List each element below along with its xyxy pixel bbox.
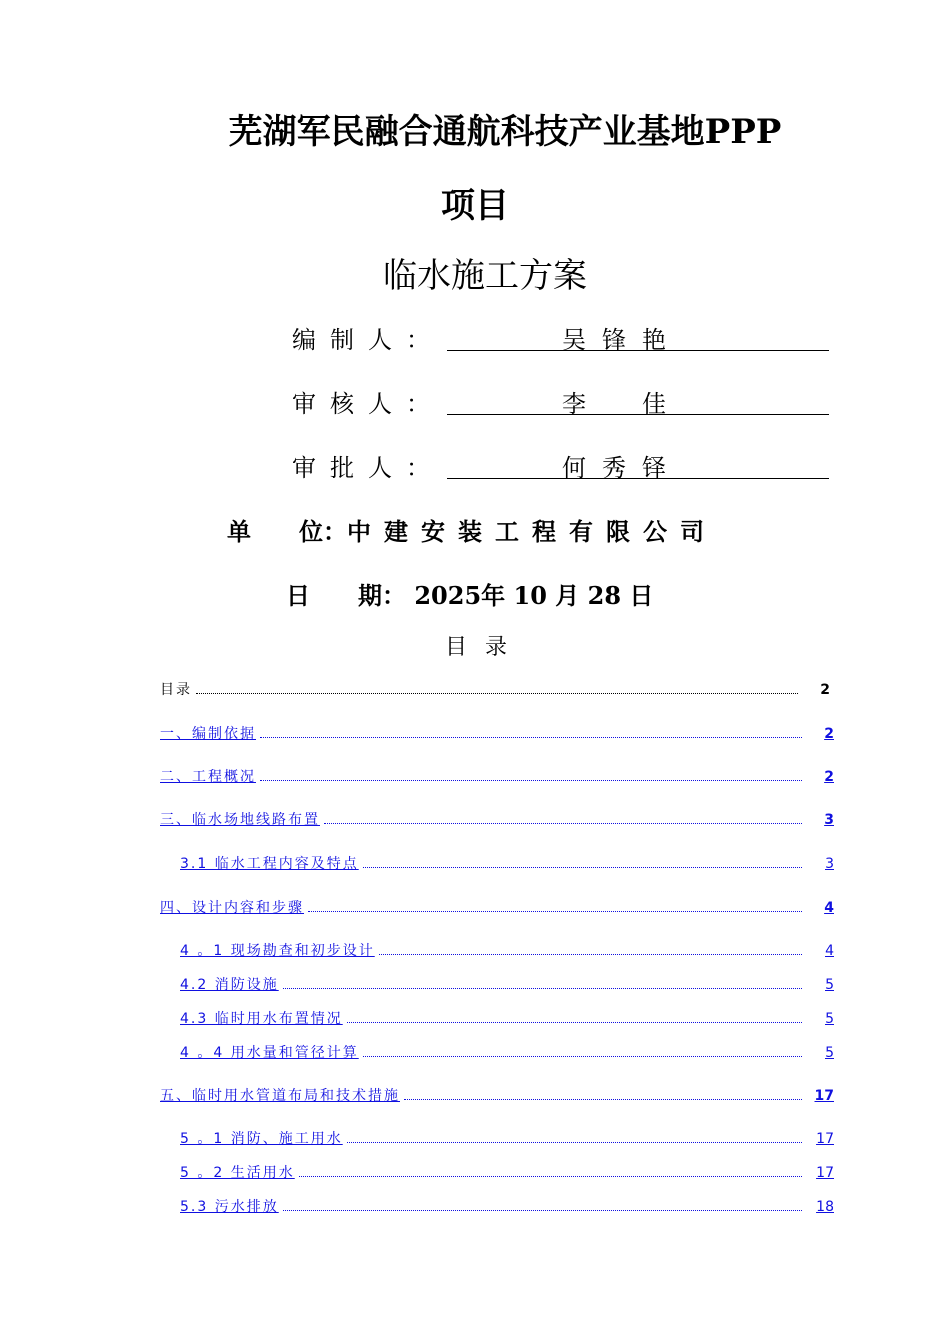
compiler-value: 吴锋艳 bbox=[562, 326, 682, 354]
document-title-line1: 芜湖军民融合通航科技产业基地PPP bbox=[228, 112, 782, 152]
toc-leader bbox=[299, 1176, 802, 1177]
toc-item-basis[interactable] bbox=[160, 723, 844, 743]
toc-item-page: 17 bbox=[814, 1088, 834, 1104]
toc-item-text: 4 。4 用水量和管径计算 bbox=[180, 1045, 359, 1061]
date-value: 2025年 10 月 28 日 bbox=[414, 581, 654, 610]
unit-value: 中建安装工程有限公司 bbox=[347, 518, 717, 546]
toc-item-text: 3.1 临水工程内容及特点 bbox=[180, 856, 359, 872]
toc-item-text: 5 。2 生活用水 bbox=[180, 1165, 295, 1181]
toc-item-page: 3 bbox=[824, 812, 834, 828]
date-line bbox=[286, 576, 653, 611]
toc-leader bbox=[379, 954, 802, 955]
toc-item-5-3[interactable] bbox=[180, 1196, 844, 1216]
toc-item-contents[interactable] bbox=[160, 679, 840, 699]
toc-item-page: 17 bbox=[816, 1131, 834, 1147]
toc-item-3-1[interactable] bbox=[180, 853, 844, 873]
toc-item-page: 17 bbox=[816, 1165, 834, 1181]
toc-item-text: 四、设计内容和步骤 bbox=[160, 900, 304, 916]
approver-label: 审批人： bbox=[292, 454, 444, 482]
toc-item-5-1[interactable] bbox=[180, 1128, 844, 1148]
toc-item-page: 5 bbox=[825, 1011, 834, 1027]
toc-item-page: 2 bbox=[824, 726, 834, 742]
toc-item-text: 5.3 污水排放 bbox=[180, 1199, 279, 1215]
unit-line bbox=[227, 512, 717, 547]
toc-item-site-layout[interactable] bbox=[160, 809, 844, 829]
toc-item-page: 4 bbox=[824, 900, 834, 916]
toc-item-page: 2 bbox=[824, 769, 834, 785]
toc-leader bbox=[404, 1099, 802, 1100]
toc-item-4-3[interactable] bbox=[180, 1008, 844, 1028]
toc-leader bbox=[260, 780, 802, 781]
toc-item-page: 4 bbox=[825, 943, 834, 959]
toc-leader bbox=[347, 1022, 802, 1023]
toc-item-text: 4.2 消防设施 bbox=[180, 977, 279, 993]
toc-item-page: 18 bbox=[816, 1199, 834, 1215]
toc-item-4-2[interactable] bbox=[180, 974, 844, 994]
toc-item-text: 目录 bbox=[160, 682, 192, 698]
reviewer-label: 审核人： bbox=[292, 390, 444, 418]
document-subtitle: 临水施工方案 bbox=[383, 256, 587, 296]
toc-leader bbox=[260, 737, 802, 738]
toc-leader bbox=[324, 823, 802, 824]
toc-leader bbox=[308, 911, 802, 912]
toc-item-text: 4 。1 现场勘查和初步设计 bbox=[180, 943, 375, 959]
approver-value: 何秀铎 bbox=[562, 454, 682, 482]
toc-leader bbox=[363, 1056, 802, 1057]
toc-item-page: 2 bbox=[820, 682, 830, 698]
toc-item-text: 一、编制依据 bbox=[160, 726, 256, 742]
toc-leader bbox=[347, 1142, 802, 1143]
toc-item-pipe-layout[interactable] bbox=[160, 1085, 844, 1105]
unit-label: 单 位： bbox=[227, 518, 347, 546]
toc-item-page: 3 bbox=[825, 856, 834, 872]
compiler-label: 编制人： bbox=[292, 326, 444, 354]
toc-item-4-1[interactable] bbox=[180, 940, 844, 960]
toc-item-4-4[interactable] bbox=[180, 1042, 844, 1062]
document-title-line2: 项目 bbox=[441, 186, 509, 226]
reviewer-value-line bbox=[447, 384, 829, 418]
toc-heading: 目录 bbox=[444, 635, 525, 660]
toc-item-5-2[interactable] bbox=[180, 1162, 844, 1182]
toc-item-design[interactable] bbox=[160, 897, 844, 917]
date-label: 日 期： bbox=[286, 581, 406, 610]
compiler-value-line bbox=[447, 320, 829, 354]
toc-item-text: 5 。1 消防、施工用水 bbox=[180, 1131, 343, 1147]
toc-item-text: 二、工程概况 bbox=[160, 769, 256, 785]
toc-leader bbox=[196, 693, 798, 694]
toc-item-page: 5 bbox=[825, 977, 834, 993]
toc-item-text: 五、临时用水管道布局和技术措施 bbox=[160, 1088, 400, 1104]
toc-leader bbox=[283, 988, 802, 989]
toc-leader bbox=[283, 1210, 802, 1211]
toc-item-text: 三、临水场地线路布置 bbox=[160, 812, 320, 828]
toc-item-text: 4.3 临时用水布置情况 bbox=[180, 1011, 343, 1027]
toc-item-page: 5 bbox=[825, 1045, 834, 1061]
toc-item-overview[interactable] bbox=[160, 766, 844, 786]
approver-value-line bbox=[447, 448, 829, 482]
toc-leader bbox=[363, 867, 802, 868]
reviewer-value: 李 佳 bbox=[562, 390, 682, 418]
